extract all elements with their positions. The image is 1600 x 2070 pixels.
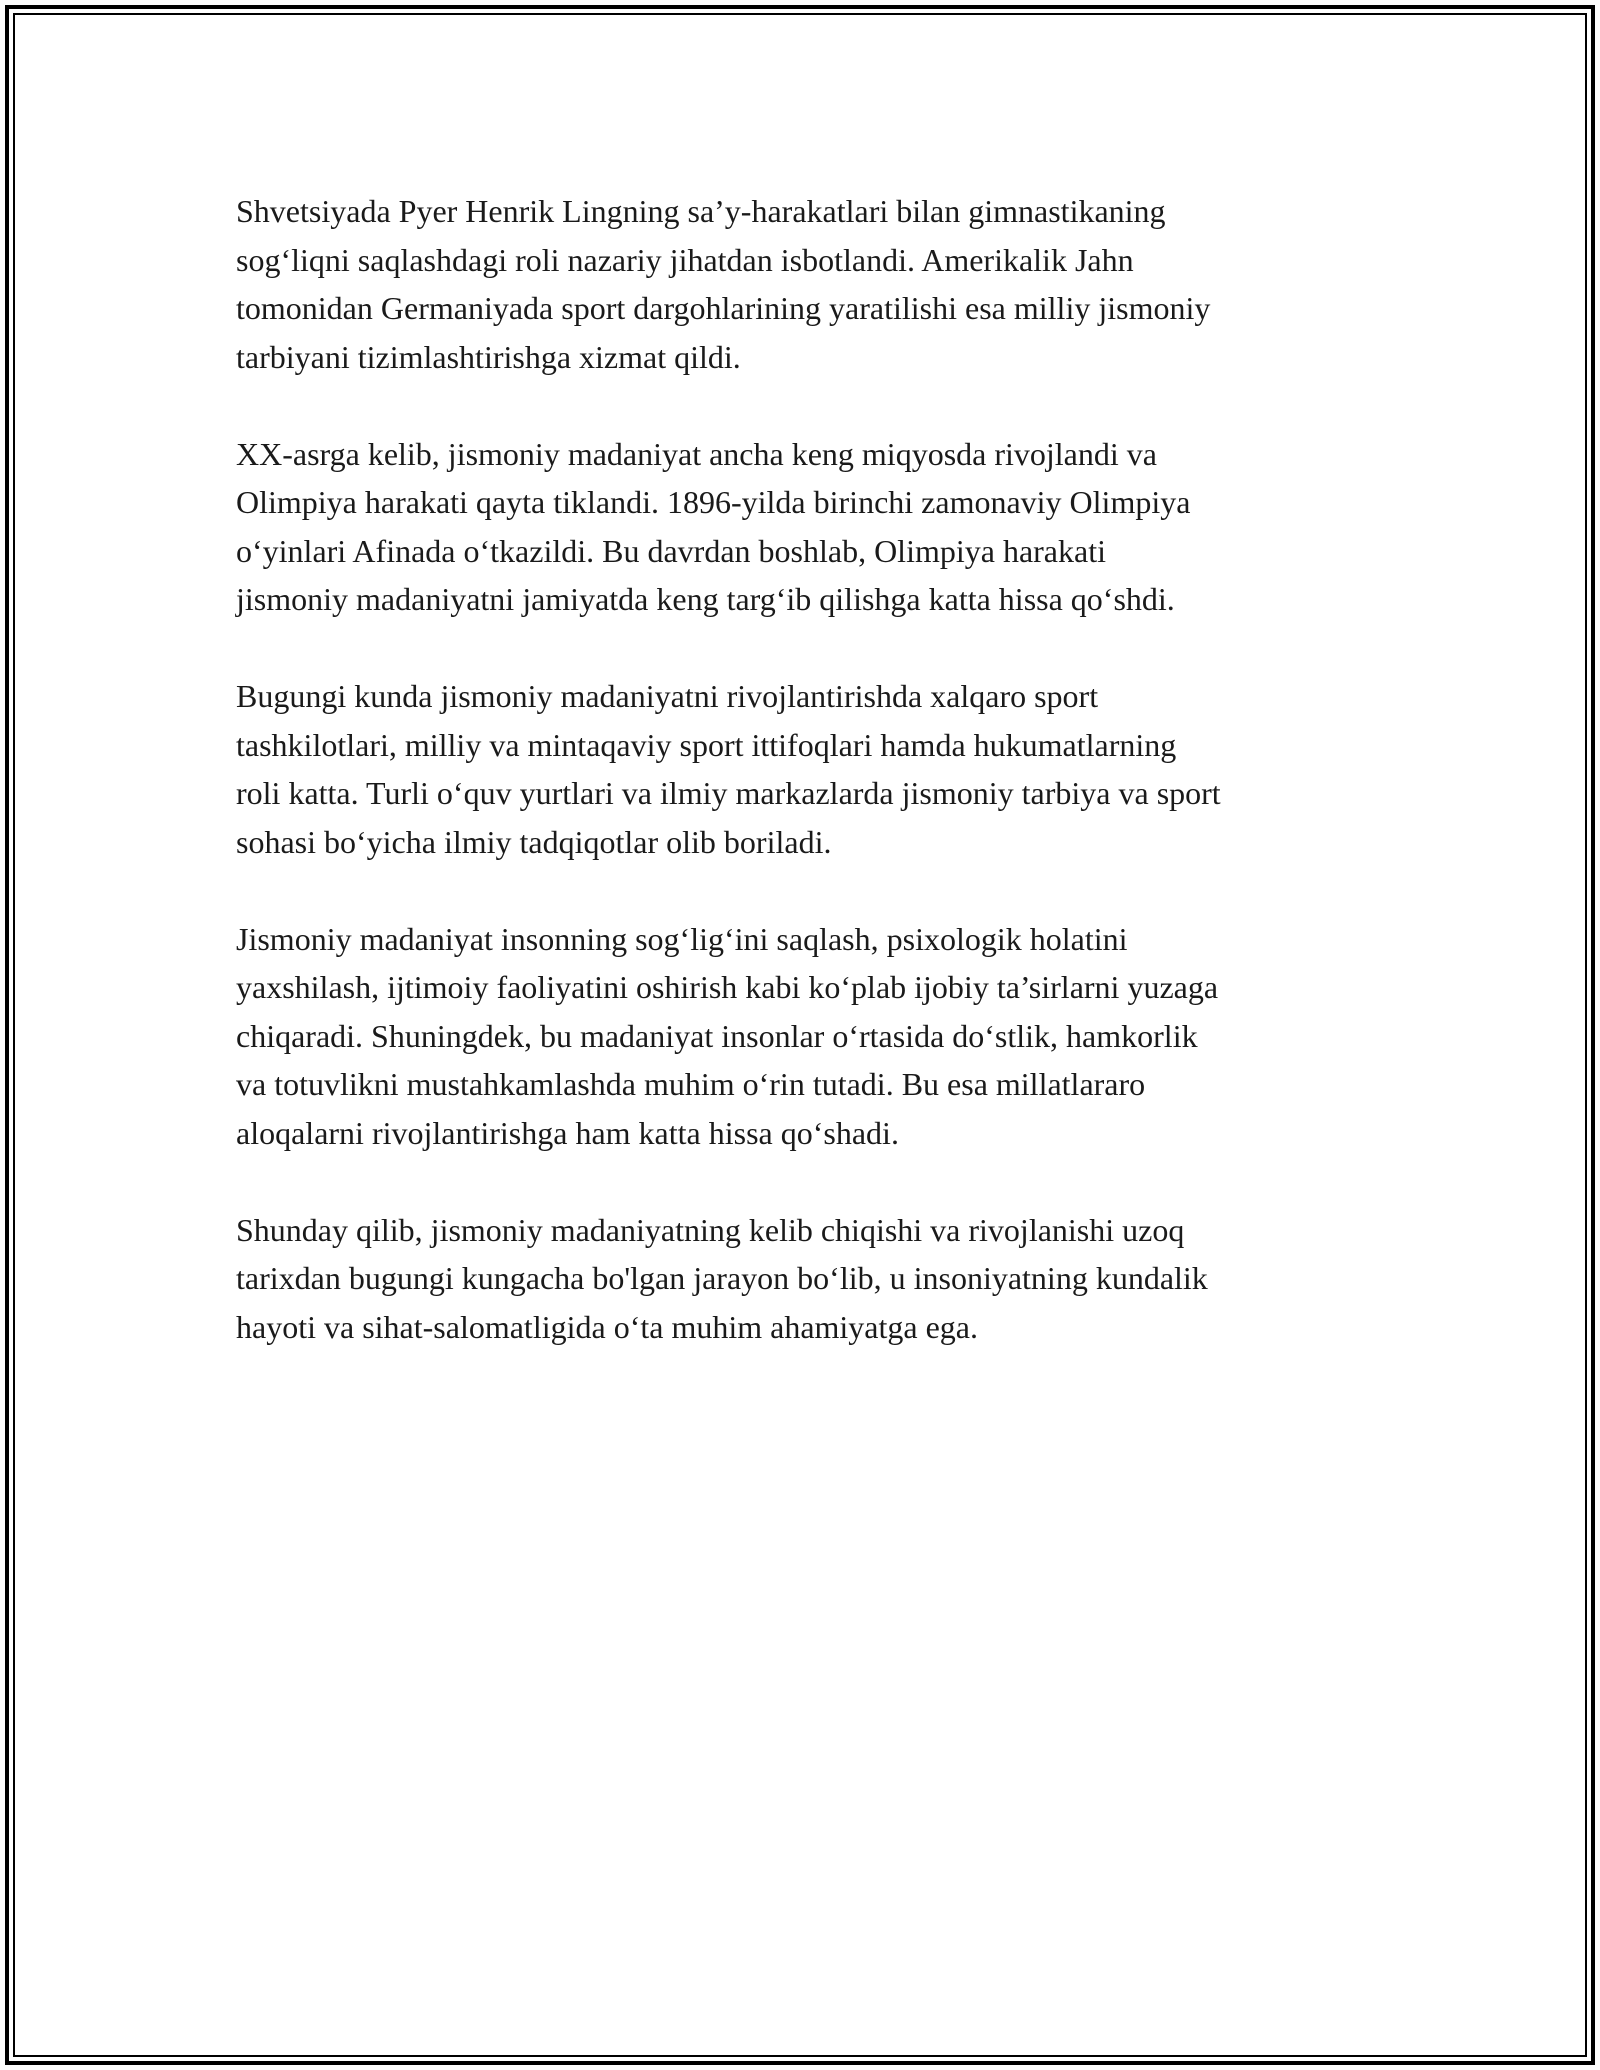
text-line: hayoti va sihat-salomatligida o‘ta muhim ahamiyatga ega.: [236, 1308, 978, 1345]
text-line: tomonidan Germaniyada sport dargohlarining yaratilishi esa milliy jismoniy: [236, 290, 1211, 326]
text-line: sohasi bo‘yicha ilmiy tadqiqotlar olib boriladi.: [236, 823, 832, 860]
text-line: roli katta. Turli o‘quv yurtlari va ilmiy markazlarda jismoniy tarbiya va sport: [236, 775, 1221, 811]
paragraph-5: [236, 1206, 1376, 1352]
text-line: chiqaradi. Shuningdek, bu madaniyat insonlar o‘rtasida do‘stlik, hamkorlik: [236, 1017, 1198, 1054]
text-line: sog‘liqni saqlashdagi roli nazariy jihatdan isbotlandi. Amerikalik Jahn: [236, 241, 1134, 278]
text-line: jismoniy madaniyatni jamiyatda keng targ‘ib qilishga katta hissa qo‘shdi.: [236, 581, 1175, 617]
text-line: Olimpiya harakati qayta tiklandi. 1896-yilda birinchi zamonaviy Olimpiya: [236, 484, 1191, 520]
text-line: tashkilotlari, milliy va mintaqaviy sport ittifoqlari hamda hukumatlarning: [236, 726, 1177, 763]
text-line: yaxshilash, ijtimoiy faoliyatini oshirish kabi ko‘plab ijobiy ta’sirlarni yuzaga: [236, 969, 1219, 1005]
paragraph-3: [236, 672, 1376, 866]
paragraph-4: [236, 915, 1376, 1158]
text-line: aloqalarni rivojlantirishga ham katta hissa qo‘shadi.: [236, 1114, 899, 1151]
text-line: tarbiyani tizimlashtirishga xizmat qildi.: [236, 338, 741, 375]
paragraph-2: [236, 430, 1376, 624]
document-body: [236, 187, 1376, 1400]
text-line: Shunday qilib, jismoniy madaniyatning kelib chiqishi va rivojlanishi uzoq: [236, 1211, 1185, 1248]
paragraph-1: [236, 187, 1376, 381]
text-line: o‘yinlari Afinada o‘tkazildi. Bu davrdan boshlab, Olimpiya harakati: [236, 532, 1106, 569]
text-line: tarixdan bugungi kungacha bo'lgan jarayon bo‘lib, u insoniyatning kundalik: [236, 1260, 1208, 1296]
text-line: Shvetsiyada Pyer Henrik Lingning sa’y-harakatlari bilan gimnastikaning: [236, 193, 1166, 229]
text-line: va totuvlikni mustahkamlashda muhim o‘rin tutadi. Bu esa millatlararo: [236, 1066, 1146, 1102]
text-line: Jismoniy madaniyat insonning sog‘lig‘ini saqlash, psixologik holatini: [236, 920, 1128, 957]
text-line: Bugungi kunda jismoniy madaniyatni rivojlantirishda xalqaro sport: [236, 678, 1099, 714]
text-line: XX-asrga kelib, jismoniy madaniyat ancha keng miqyosda rivojlandi va: [236, 435, 1157, 472]
